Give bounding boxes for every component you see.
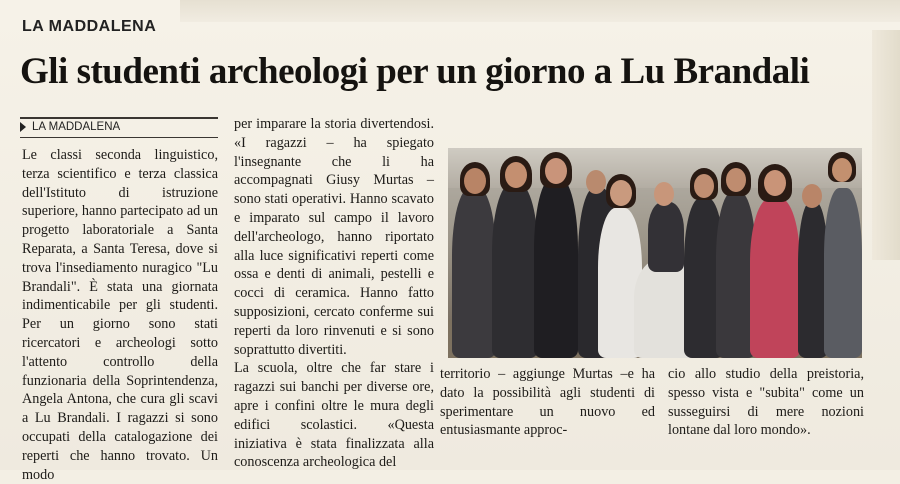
student-figure [648,202,684,272]
student-face [464,168,486,194]
triangle-marker-icon [20,122,26,132]
kicker: LA MADDALENA [22,18,157,35]
student-figure [750,198,800,358]
student-face [832,158,852,182]
student-figure [492,184,538,358]
student-figure [452,188,496,358]
article-column-1: Le classi seconda linguistico, terza scientifico e terza classica dell'Istituto di istruzione superiore, hanno partecipato ad un progetto laboratoriale a Santa Reparata, a Santa Teresa, dove si trova l'insediamento nuragico "Lu Brandali". È stata una giornata indimenticabile per gli studenti. Per un giorno sono stati ricercatori e archeologi sotto l'attento controllo della funzionaria della Soprintendenza, Angela Antona, che cura gli scavi a Lu Brandali. I ragazzi si sono occupati della catalogazione dei reperti che hanno trovato. Un modo [22,147,218,483]
section-rule [20,137,218,138]
student-face [586,170,606,194]
article-column-3: territorio – aggiunge Murtas –e ha dato la possibilità agli studenti di sperimentare un nuovo ed entusiasmante approc- [440,366,655,439]
headline: Gli studenti archeologi per un giorno a Lu Brandali [20,51,810,92]
student-face [610,180,632,206]
article-column-2: per imparare la storia divertendosi. «I ragazzi – ha spiegato l'insegnante che li ha accompagnati Giusy Murtas – sono stati operativi. Hanno scavato e imparato sul campo il lavoro dell'archeologo, hanno riportato alla luce significativi reperti come ossa e denti di animali, pestelli e cocci di ceramica. Hanno fatto supposizioni, cercato conferme sui reperti da loro rinvenuti e si sono soprattutto divertiti. La scuola, oltre che far stare i ragazzi sui banchi per diverse ore, apre i confini oltre le mura degli edifici scolastici. «Questa iniziativa è stata finalizzata alla conoscenza archeologica del [234,116,434,471]
student-face [694,174,714,198]
student-face [726,168,746,192]
student-face [545,158,567,184]
section-rule [20,117,218,119]
adjacent-page-bleed [180,0,900,22]
section-label [20,121,120,133]
student-figure [534,178,578,358]
article-column-4: cio allo studio della preistoria, spesso vista e "subita" come un susseguirsi di mere nozioni lontane dal loro mondo». [668,366,864,439]
student-figure [824,188,862,358]
student-face [764,170,786,196]
section-label-text: LA MADDALENA [32,121,121,133]
student-face [802,184,822,208]
student-face [505,162,527,188]
group-photo [448,148,862,358]
student-face [654,182,674,206]
